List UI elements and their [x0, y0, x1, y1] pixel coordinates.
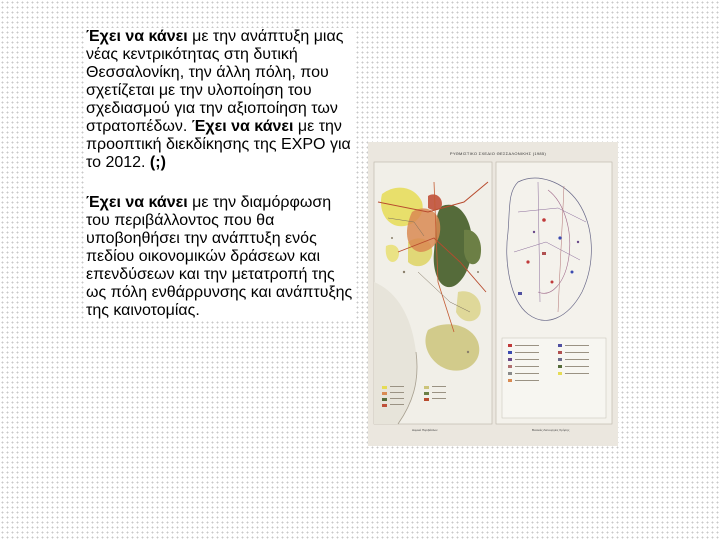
bold-lead-phrase: Έχει να κάνει — [191, 118, 294, 135]
bold-lead-phrase: Έχει να κάνει — [86, 28, 188, 45]
paragraph-text: με την ανάπτυξη μιας νέας κεντρικότητας στη δυτική Θεσσαλονίκη, την άλλη πόλη, που σχετίζεται με την υλοποίηση του σχεδιασμού για την αξιοποίηση των στρατοπέδων. — [86, 28, 344, 135]
bold-question-mark: (;) — [149, 154, 166, 171]
functions-map — [496, 162, 612, 424]
map-caption-left: Δομικό Περιβάλλον — [412, 428, 438, 432]
paragraph-text: με την προοπτική διεκδίκησης της EXPO για το 2012. — [86, 118, 351, 171]
map-title: ΡΥΘΜΙΣΤΙΚΟ ΣΧΕΔΙΟ ΘΕΣΣΑΛΟΝΙΚΗΣ (1985) — [449, 151, 547, 156]
map-caption-right: Βασικές Λειτουργίες Χρήσης — [532, 428, 570, 432]
map-illustration — [368, 142, 618, 446]
paragraph-innovation-environment — [86, 194, 356, 320]
paragraph-western-centrality — [86, 28, 356, 172]
bold-lead-phrase: Έχει να κάνει — [86, 194, 188, 211]
map-legend-right — [502, 338, 606, 418]
land-use-map — [374, 162, 492, 424]
masterplan-map-image — [368, 142, 618, 446]
slide-text-block — [86, 28, 356, 320]
paragraph-text: με την διαμόρφωση του περιβάλλοντος που θα υποβοηθήσει την ανάπτυξη ενός πεδίου οικονομικών δράσεων και επενδύσεων και την μετατροπή της ως πόλη ενθάρρυνσης και ανάπτυξης της καινοτομίας. — [86, 194, 353, 319]
